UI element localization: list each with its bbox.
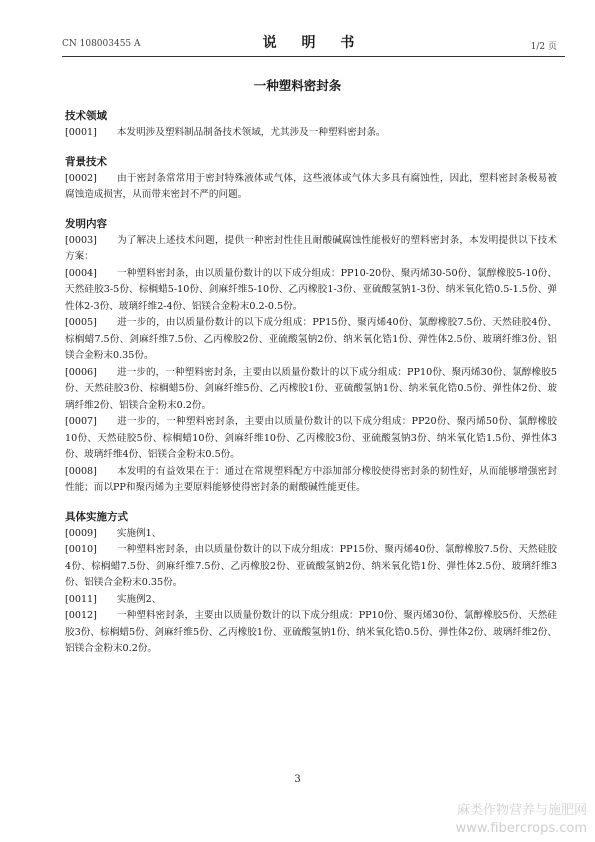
paragraph-0012 xyxy=(65,608,557,658)
page-info: 1/2 页 xyxy=(530,42,557,52)
paragraph-0003 xyxy=(65,233,557,266)
document-type: 说 明 书 xyxy=(262,35,365,51)
paragraph-number: [0002] xyxy=(65,172,97,184)
paragraph-number: [0011] xyxy=(65,593,97,605)
paragraph-text: 本发明的有益效果在于：通过在常规塑料配方中添加部分橡胶使得密封条的韧性好，从而能够增强密封性能；而以PP和聚丙烯为主要原料能够使得密封条的耐酸碱性能更佳。 xyxy=(65,465,557,493)
paragraph-number: [0005] xyxy=(65,317,97,328)
section-heading-invention: 发明内容 xyxy=(65,217,107,230)
paragraph-0010 xyxy=(65,542,557,592)
paragraph-number: [0008] xyxy=(65,465,97,477)
watermark-url: www.fibercrops.com xyxy=(455,821,587,836)
paragraph-0007 xyxy=(65,414,557,464)
paragraph-0008 xyxy=(65,464,557,497)
section-heading-tech-field: 技术领域 xyxy=(65,110,107,122)
paragraph-number: [0006] xyxy=(65,366,97,378)
paragraph-text: 一种塑料密封条，主要由以质量份数计的以下成分组成：PP10份、聚丙烯30份、氯醇橡胶5份、天然硅胶3份、棕榈蜡5份、剑麻纤维5份、乙丙橡胶1份、亚硫酸氢钠1份、纳米氧化锆0.5份、弹性体2份、玻璃纤维2份、铝镁合金粉末0.2份。 xyxy=(65,610,557,654)
document-title: 一种塑料密封条 xyxy=(253,78,342,93)
paragraph-number: [0001] xyxy=(65,127,97,138)
paragraph-0004 xyxy=(65,266,557,316)
paragraph-text: 实施例1、 xyxy=(116,527,162,539)
paragraph-0002 xyxy=(65,171,557,204)
paragraph-number: [0009] xyxy=(65,527,97,539)
paragraph-text: 实施例2、 xyxy=(116,593,162,605)
section-heading-background: 背景技术 xyxy=(65,155,107,168)
paragraph-0001 xyxy=(65,125,557,142)
paragraph-number: [0010] xyxy=(65,544,97,555)
paragraph-text: 本发明涉及塑料制品制备技术领域，尤其涉及一种塑料密封条。 xyxy=(116,127,386,138)
paragraph-text: 进一步的，由以质量份数计的以下成分组成：PP15份、聚丙烯40份、氯醇橡胶7.5份、天然硅胶4份、棕榈蜡7.5份、剑麻纤维7.5份、乙丙橡胶2份、亚硫酸氢钠2份、纳米氧化锆1份、弹性体2.5份、玻璃纤维3份、铝镁合金粉末0.35份。 xyxy=(65,317,557,361)
section-heading-embodiment: 具体实施方式 xyxy=(65,510,128,523)
header-rule xyxy=(62,56,565,57)
site-watermark xyxy=(456,802,587,838)
paragraph-text: 进一步的，一种塑料密封条，主要由以质量份数计的以下成分组成：PP20份、聚丙烯50份、氯醇橡胶10份、天然硅胶5份、棕榈蜡10份、剑麻纤维10份、乙丙橡胶3份、亚硫酸氢钠3份、纳米氧化锆1.5份、弹性体3份、玻璃纤维4份、铝镁合金粉末0.5份。 xyxy=(65,416,557,460)
paragraph-0005 xyxy=(65,315,557,365)
patent-number: CN 108003455 A xyxy=(62,39,141,49)
paragraph-text: 一种塑料密封条，由以质量份数计的以下成分组成：PP15份、聚丙烯40份、氯醇橡胶7.5份、天然硅胶4份、棕榈蜡7.5份、剑麻纤维7.5份、乙丙橡胶2份、亚硫酸氢钠2份、纳米氧化锆1份、弹性体2.5份、玻璃纤维3份、铝镁合金粉末0.35份。 xyxy=(65,544,557,588)
document-body xyxy=(65,108,557,658)
paragraph-0006 xyxy=(65,365,557,415)
watermark-title: 麻类作物营养与施肥网 xyxy=(456,803,587,818)
paragraph-0009 xyxy=(65,526,557,543)
paragraph-number: [0007] xyxy=(65,416,97,427)
paragraph-number: [0004] xyxy=(65,267,97,279)
paragraph-text: 一种塑料密封条，由以质量份数计的以下成分组成：PP10-20份、聚丙烯30-50份、氯醇橡胶5-10份、天然硅胶3-5份、棕榈蜡5-10份、剑麻纤维5-10份、乙丙橡胶1-3份、亚硫酸氢钠1-3份、纳米氧化锆0.5-1.5份、弹性体2-3份、玻璃纤维2-4份、铝镁合金粉末0.2-0.5份。 xyxy=(65,267,557,312)
paragraph-number: [0012] xyxy=(65,610,97,621)
paragraph-text: 由于密封条常常用于密封特殊液体或气体，这些液体或气体大多具有腐蚀性，因此，塑料密封条极易被腐蚀造成损害，从而带来密封不严的问题。 xyxy=(65,172,557,200)
page-number: 3 xyxy=(294,774,301,785)
paragraph-text: 为了解决上述技术问题，提供一种密封性佳且耐酸碱腐蚀性能极好的塑料密封条，本发明提供以下技术方案： xyxy=(65,234,557,262)
paragraph-number: [0003] xyxy=(65,234,97,246)
paragraph-0011 xyxy=(65,592,557,609)
paragraph-text: 进一步的，一种塑料密封条，主要由以质量份数计的以下成分组成：PP10份、聚丙烯30份、氯醇橡胶5份、天然硅胶3份、棕榈蜡5份、剑麻纤维5份、乙丙橡胶1份、亚硫酸氢钠1份、纳米氧化锆0.5份、弹性体2份、玻璃纤维2份、铝镁合金粉末0.2份。 xyxy=(65,366,557,411)
